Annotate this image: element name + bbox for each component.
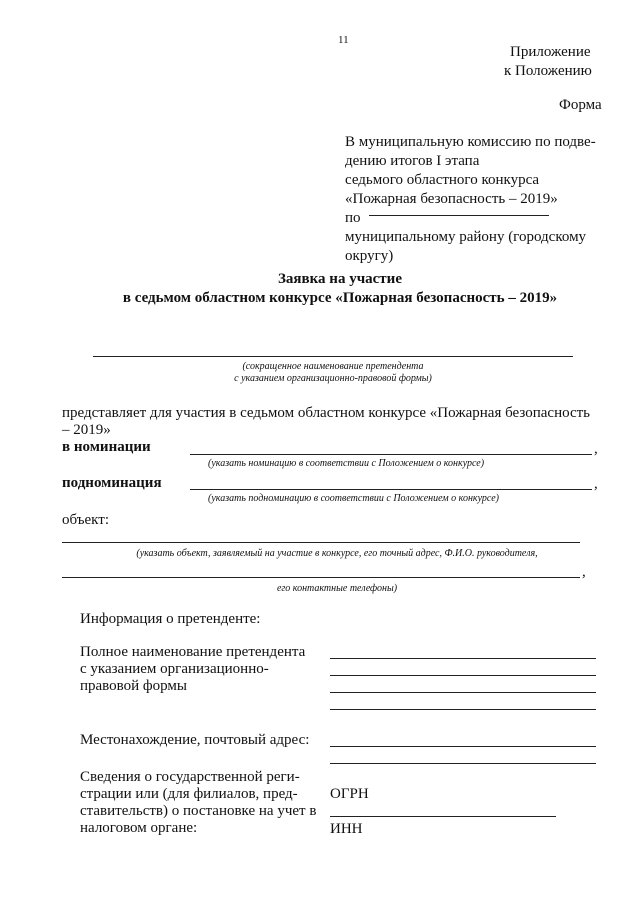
nomination-comma: , <box>594 441 598 457</box>
fullname-label-2: с указанием организационно- <box>80 661 269 677</box>
fullname-field-line[interactable] <box>330 675 596 676</box>
addressee-line: седьмого областного конкурса <box>345 172 540 188</box>
registration-label-4: налоговом органе: <box>80 820 198 836</box>
location-field-line[interactable] <box>330 763 596 764</box>
nomination-caption: (указать номинацию в соответствии с Положением о конкурсе) <box>208 458 485 469</box>
location-field-line[interactable] <box>330 746 596 747</box>
addressee-line: дению итогов I этапа <box>345 153 480 169</box>
info-heading: Информация о претенденте: <box>80 611 261 627</box>
object-comma: , <box>582 564 586 580</box>
object-field-line-2[interactable] <box>62 577 580 578</box>
inn-label: ИНН <box>330 821 363 837</box>
title-line-1: Заявка на участие <box>278 271 402 287</box>
district-field-line[interactable] <box>369 215 549 216</box>
object-field-line-1[interactable] <box>62 542 580 543</box>
regulation-label: к Положению <box>504 63 592 79</box>
fullname-field-line[interactable] <box>330 658 596 659</box>
registration-label-3: ставительств) о постановке на учет в <box>80 803 317 819</box>
fullname-field-line[interactable] <box>330 692 596 693</box>
subnomination-field-line[interactable] <box>190 489 592 490</box>
applicant-caption-1: (сокращенное наименование претендента <box>242 361 424 372</box>
addressee-line: «Пожарная безопасность – 2019» <box>345 191 558 207</box>
location-label: Местонахождение, почтовый адрес: <box>80 732 310 748</box>
subnomination-comma: , <box>594 476 598 492</box>
appendix-label: Приложение <box>510 44 591 60</box>
object-caption-1: (указать объект, заявляемый на участие в конкурсе, его точный адрес, Ф.И.О. руководителя, <box>136 548 538 559</box>
object-caption-2: его контактные телефоны) <box>276 583 398 594</box>
subnomination-label: подноминация <box>62 475 162 491</box>
applicant-caption-2: с указанием организационно-правовой формы) <box>234 373 432 384</box>
applicant-name-line[interactable] <box>93 356 573 357</box>
addressee-line: В муниципальную комиссию по подве- <box>345 134 596 150</box>
form-label: Форма <box>559 97 602 113</box>
ogrn-label: ОГРН <box>330 786 369 802</box>
fullname-label-1: Полное наименование претендента <box>80 644 306 660</box>
addressee-line: муниципальному району (городскому <box>345 229 587 245</box>
fullname-field-line[interactable] <box>330 709 596 710</box>
addressee-line: по <box>345 210 361 226</box>
fullname-label-3: правовой формы <box>80 678 187 694</box>
nomination-field-line[interactable] <box>190 454 592 455</box>
registration-label-1: Сведения о государственной реги- <box>80 769 300 785</box>
object-label: объект: <box>62 512 109 528</box>
presents-line-2: – 2019» <box>62 422 111 438</box>
nomination-label: в номинации <box>62 439 151 455</box>
presents-line-1: представляет для участия в седьмом областном конкурсе «Пожарная безопасность <box>62 405 591 421</box>
page-number: 11 <box>338 34 349 46</box>
title-line-2: в седьмом областном конкурсе «Пожарная безопасность – 2019» <box>122 290 558 306</box>
registration-label-2: страции или (для филиалов, пред- <box>80 786 298 802</box>
ogrn-field-line[interactable] <box>330 816 556 817</box>
subnomination-caption: (указать подноминацию в соответствии с Положением о конкурсе) <box>208 493 499 504</box>
addressee-line: округу) <box>345 248 394 264</box>
addressee-block <box>345 133 596 266</box>
